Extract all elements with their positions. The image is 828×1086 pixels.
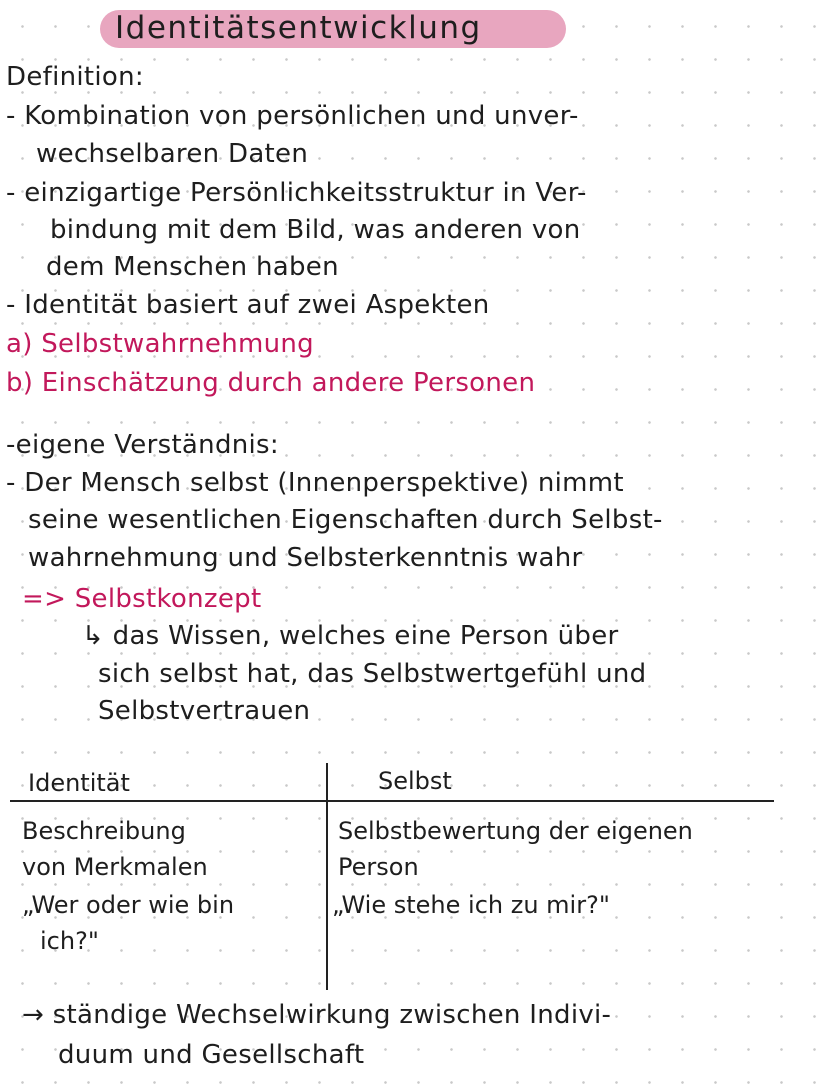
identitaet-line-2: von Merkmalen (22, 853, 208, 881)
concept-line-2: sich selbst hat, das Selbstwertgefühl und (98, 659, 647, 689)
concept-line-1: ↳ das Wissen, welches eine Person über (82, 621, 619, 651)
definition-line-5: dem Menschen haben (46, 252, 339, 282)
table-header-identitaet: Identität (28, 769, 130, 797)
selbst-line-3: „Wie stehe ich zu mir?" (332, 891, 610, 919)
definition-line-1: - Kombination von persönlichen und unver- (6, 101, 579, 131)
table-header-selbst: Selbst (378, 767, 452, 795)
definition-heading: Definition: (6, 62, 144, 92)
aspect-a: a) Selbstwahrnehmung (6, 329, 314, 359)
selbst-line-2: Person (338, 853, 419, 881)
concept-line-3: Selbstvertrauen (98, 696, 311, 726)
definition-line-4: bindung mit dem Bild, was anderen von (50, 215, 581, 245)
definition-line-3: - einzigartige Persönlichkeitsstruktur in Ver- (6, 178, 587, 208)
definition-line-6: - Identität basiert auf zwei Aspekten (6, 290, 490, 320)
understanding-line-1: - Der Mensch selbst (Innenperspektive) nimmt (6, 468, 624, 498)
table-horizontal-rule (10, 800, 774, 802)
identitaet-line-1: Beschreibung (22, 817, 186, 845)
selbstkonzept-label: => Selbstkonzept (22, 584, 262, 614)
understanding-line-2: seine wesentlichen Eigenschaften durch Selbst- (28, 505, 663, 535)
selbst-line-1: Selbstbewertung der eigenen (338, 817, 693, 845)
aspect-b: b) Einschätzung durch andere Personen (6, 368, 536, 398)
understanding-line-3: wahrnehmung und Selbsterkenntnis wahr (28, 543, 583, 573)
table-vertical-rule (326, 763, 328, 990)
conclusion-line-2: duum und Gesellschaft (58, 1040, 365, 1070)
conclusion-line-1: → ständige Wechselwirkung zwischen Indivi- (22, 1000, 612, 1030)
identitaet-line-3: „Wer oder wie bin (22, 891, 235, 919)
identitaet-line-4: ich?" (40, 927, 99, 955)
definition-line-2: wechselbaren Daten (36, 139, 309, 169)
page-title: Identitätsentwicklung (115, 10, 482, 46)
understanding-heading: -eigene Verständnis: (6, 430, 279, 460)
